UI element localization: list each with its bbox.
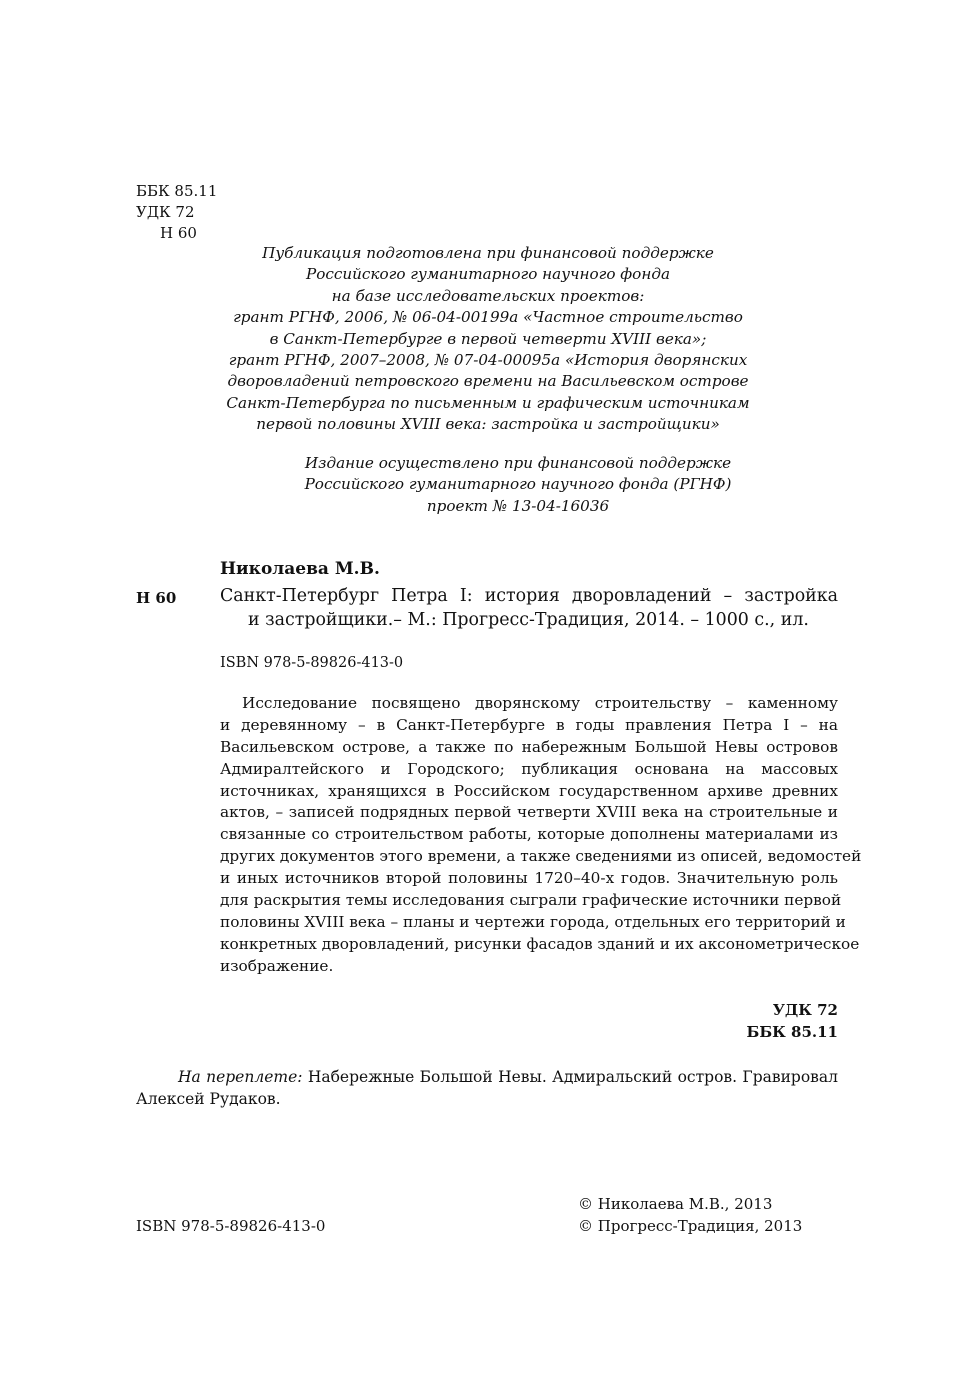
grant-line: Санкт-Петербурга по письменным и графическим источникам: [226, 393, 750, 412]
author-mark-code: Н 60: [160, 224, 197, 242]
abstract-line: актов, – записей подрядных первой четверти XVIII века на строительные и: [220, 803, 838, 822]
abstract-line: для раскрытия темы исследования сыграли графические источники первой: [220, 891, 842, 910]
abstract-line: источниках, хранящихся в Российском государственном архиве древних: [220, 781, 838, 800]
grant-line: дворовладений петровского времени на Васильевском острове: [227, 372, 749, 391]
catalog-mark: Н 60: [136, 589, 177, 607]
edition-line: Издание осуществлено при финансовой поддержке: [304, 454, 732, 472]
classification-codes: [136, 181, 217, 244]
grant-line: грант РГНФ, 2006, № 06-04-00199а «Частное строительство: [233, 308, 743, 327]
abstract-line: Исследование посвящено дворянскому строительству – каменному: [242, 694, 838, 712]
grant-line: Публикация подготовлена при финансовой поддержке: [262, 244, 714, 262]
grant-line: грант РГНФ, 2007–2008, № 07-04-00095а «История дворянских: [228, 351, 748, 370]
catalog-bbk: ББК 85.11: [746, 1023, 838, 1041]
catalog-title-line-2: и застройщики.– М.: Прогресс-Традиция, 2014. – 1000 с., ил.: [248, 610, 809, 630]
abstract-line: других документов этого времени, а также сведениями из описей, ведомостей: [220, 847, 862, 866]
catalog-udk: УДК 72: [772, 1001, 838, 1019]
copyright-author: © Николаева М.В., 2013: [578, 1195, 773, 1213]
edition-line: проект № 13-04-16036: [426, 496, 610, 515]
grant-notice: [180, 243, 796, 436]
abstract-line: конкретных дворовладений, рисунки фасадов зданий и их аксонометрическое: [220, 934, 860, 953]
abstract-line: Васильевском острове, а также по набережным Большой Невы островов: [220, 737, 838, 756]
catalog-codes: [700, 999, 838, 1043]
abstract-line: изображение.: [220, 956, 334, 975]
edition-line: Российского гуманитарного научного фонда (РГНФ): [304, 475, 732, 494]
abstract-line: и деревянному – в Санкт-Петербурге в годы правления Петра I – на: [220, 715, 838, 734]
footer-isbn: ISBN 978-5-89826-413-0: [136, 1217, 326, 1235]
abstract-line: и иных источников второй половины 1720–40-х годов. Значительную роль: [220, 869, 838, 888]
copyright-block: [578, 1193, 802, 1237]
cover-note-line-2: Алексей Рудаков.: [136, 1090, 281, 1108]
cover-note: [136, 1066, 838, 1110]
bbk-code: ББК 85.11: [136, 182, 218, 200]
catalog-author: Николаева М.В.: [220, 559, 380, 579]
cover-note-line-1: [136, 1066, 838, 1088]
abstract-line: связанные со строительством работы, которые дополнены материалами из: [220, 825, 838, 844]
cover-note-text: Набережные Большой Невы. Адмиральский остров. Гравировал: [302, 1068, 838, 1086]
grant-line: Российского гуманитарного научного фонда: [305, 265, 671, 284]
udk-code: УДК 72: [136, 203, 195, 221]
grant-line: в Санкт-Петербурге в первой четверти XVIII века»;: [269, 329, 707, 348]
abstract-line: Адмиралтейского и Городского; публикация основана на массовых: [220, 759, 838, 778]
copyright-publisher: © Прогресс-Традиция, 2013: [578, 1217, 803, 1235]
grant-line: первой половины XVIII века: застройка и застройщики»: [256, 415, 720, 434]
edition-notice: [250, 453, 786, 517]
grant-line: на базе исследовательских проектов:: [331, 286, 645, 305]
catalog-title-line-1: Санкт-Петербург Петра I: история дворовладений – застройка: [220, 586, 838, 606]
cover-note-label: На переплете:: [178, 1068, 303, 1086]
abstract-line: половины XVIII века – планы и чертежи города, отдельных его территорий и: [220, 912, 846, 931]
abstract: [220, 693, 862, 978]
catalog-isbn: ISBN 978-5-89826-413-0: [220, 655, 404, 671]
